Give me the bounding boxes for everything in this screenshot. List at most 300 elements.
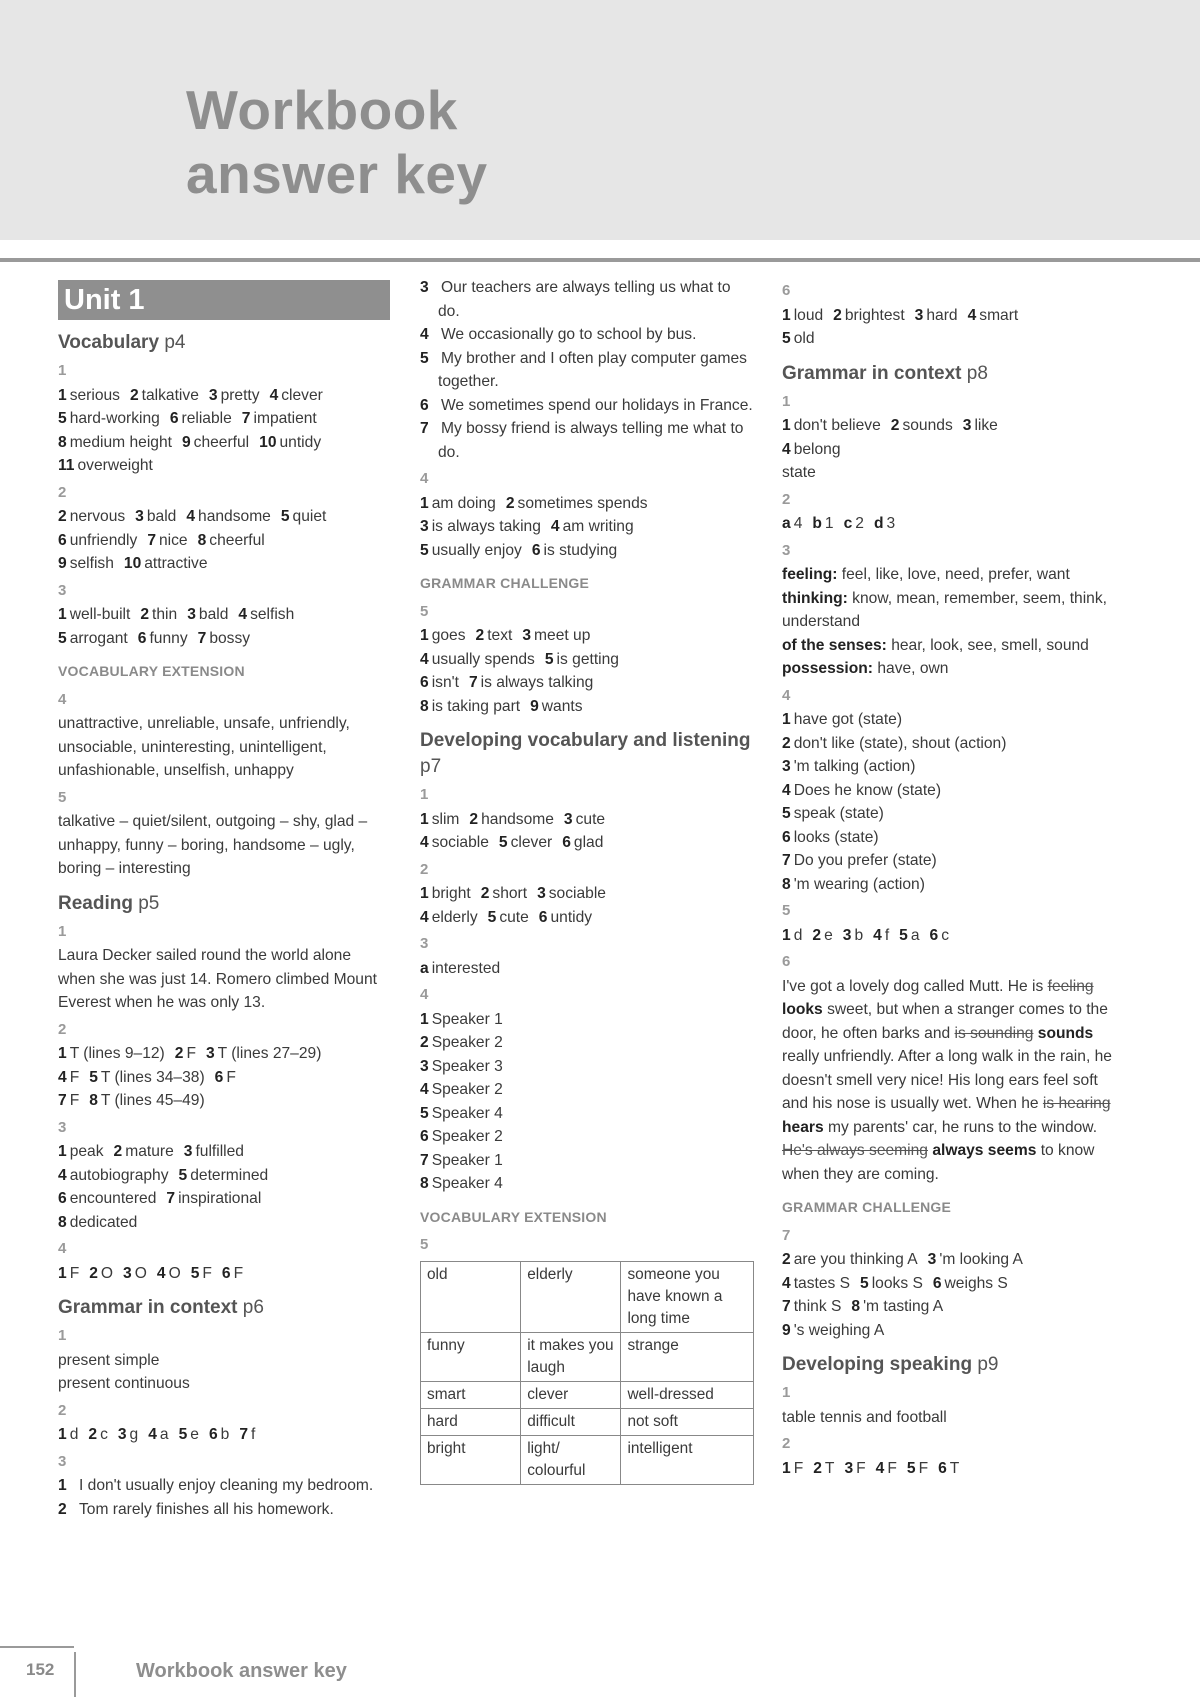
item-number: 2 [89, 1264, 98, 1282]
section-title-grammar: Grammar in context p8 [782, 362, 988, 384]
answer-item [215, 1069, 236, 1086]
answer-item [420, 885, 471, 902]
answer-list [58, 505, 390, 576]
answer-item [873, 927, 889, 944]
item-number: 5 [420, 541, 429, 559]
item-number: 2 [129, 386, 139, 404]
answer-text: Laura Decker sailed round the world alone when she was just 14. Romero climbed Mount Everest when he was only 13. [58, 947, 377, 1011]
item-number: 1 [420, 627, 429, 644]
exercise-number: 2 [58, 483, 67, 501]
answer-item [420, 698, 520, 715]
item-number: 4 [58, 1068, 67, 1086]
item-number: 3 [842, 926, 852, 944]
item-text: T (lines 9–12) [69, 1045, 165, 1062]
item-text: well-built [69, 606, 131, 623]
answer-item [191, 1265, 212, 1282]
answer-item [58, 555, 114, 572]
answer-item [58, 387, 120, 404]
answer-item [874, 515, 895, 532]
answer-line [58, 454, 390, 478]
item-number: 2 [890, 417, 900, 434]
item-number: 3 [205, 1045, 215, 1062]
answer-item [420, 674, 459, 691]
answer-item [198, 630, 250, 647]
item-number: 2 [782, 1251, 791, 1268]
item-number: 5 [487, 908, 497, 926]
item-number: 6 [169, 410, 179, 427]
item-number: 4 [873, 926, 882, 944]
answer-list [420, 882, 756, 929]
item-text: is always taking [431, 518, 541, 535]
item-number: 3 [537, 885, 546, 902]
item-text: clever [281, 386, 323, 404]
answer-line [58, 1042, 390, 1066]
item-number: 11 [58, 457, 75, 474]
item-number: 2 [140, 606, 150, 623]
item-number: 4 [186, 508, 196, 525]
item-number: 6 [782, 828, 791, 846]
item-number: 8 [58, 1213, 67, 1231]
item-text: sometimes spends [517, 494, 648, 512]
answer-item [198, 532, 265, 549]
item-text: c [100, 1426, 108, 1443]
item-text: is taking part [431, 697, 521, 715]
answer-line [420, 1125, 756, 1149]
item-text: Speaker 1 [431, 1151, 503, 1169]
answer-line [420, 1102, 756, 1126]
answer-item [88, 1426, 107, 1443]
answer-item [184, 1143, 244, 1160]
item-number: 7 [468, 674, 478, 691]
answer-list [420, 492, 756, 563]
answer-item [239, 1426, 255, 1443]
answer-item [782, 1298, 841, 1315]
answer-item [782, 852, 937, 869]
item-number: 4 [269, 386, 279, 404]
item-text: T [949, 1459, 960, 1477]
answer-item [58, 434, 172, 451]
item-text: Speaker 3 [431, 1057, 503, 1075]
exercise-number: 2 [58, 1401, 67, 1419]
item-number: 7 [147, 531, 156, 549]
exercise-number: 4 [58, 1240, 67, 1257]
item-number: 1 [58, 1143, 67, 1160]
answer-line [782, 1272, 1122, 1296]
item-number: 1 [420, 494, 429, 512]
table-cell: someone you have known a long time [621, 1261, 754, 1332]
answer-line [420, 1008, 756, 1032]
answer-item [782, 711, 902, 728]
item-text: bald [146, 508, 177, 525]
item-number: 1 [782, 306, 791, 324]
answer-list [58, 1140, 390, 1234]
item-number: 2 [833, 306, 842, 324]
answer-item [545, 651, 619, 668]
item-text: Speaker 4 [431, 1104, 503, 1122]
answer-list [58, 603, 390, 650]
item-number: 5 [782, 330, 791, 347]
item-number: 3 [420, 1057, 429, 1075]
answer-item [782, 441, 841, 458]
item-number: 4 [782, 781, 791, 799]
item-text: encountered [69, 1190, 157, 1207]
item-number: 8 [89, 1092, 98, 1109]
answer-item [833, 307, 905, 324]
item-number: 6 [538, 908, 548, 926]
answer-list [420, 957, 756, 981]
answer-item [532, 542, 617, 559]
item-text: bright [431, 885, 471, 902]
item-text: usually enjoy [431, 541, 522, 559]
item-text: is always talking [480, 674, 594, 691]
item-number: 4 [420, 908, 429, 926]
item-text: f [251, 1426, 256, 1443]
answer-item [539, 909, 592, 926]
table-cell: strange [621, 1332, 754, 1381]
answer-item [915, 307, 958, 324]
item-text: autobiography [69, 1166, 169, 1184]
answer-line [58, 1187, 390, 1211]
item-number: 7 [241, 410, 251, 427]
item-number: 6 [932, 1274, 942, 1292]
item-number: 3 [117, 1426, 127, 1443]
item-number: 4 [967, 306, 977, 324]
item-text: b [220, 1426, 230, 1443]
answer-item [899, 927, 919, 944]
answer-list [782, 414, 1122, 461]
answer-sentence: 2 Tom rarely finishes all his homework. [58, 1500, 334, 1518]
item-text: T (lines 45–49) [100, 1092, 205, 1109]
answer-line [420, 808, 756, 832]
item-number: d [873, 515, 884, 532]
item-text: cute [499, 908, 529, 926]
item-text: a [910, 926, 920, 944]
item-text: quiet [292, 508, 327, 525]
answer-item [420, 1011, 503, 1028]
item-text: d [793, 926, 803, 944]
answer-line [782, 708, 1122, 732]
item-text: 4 [793, 515, 803, 532]
answer-item [58, 1265, 79, 1282]
item-text: nervous [69, 508, 126, 525]
answer-item [259, 434, 321, 451]
table-cell: bright [421, 1435, 521, 1484]
answer-item [135, 508, 176, 525]
item-text: handsome [198, 508, 271, 525]
answer-item [58, 1214, 137, 1231]
answer-text: of the senses: hear, look, see, smell, sound [782, 636, 1089, 654]
unit-heading: Unit 1 [58, 280, 390, 320]
answer-line [782, 1295, 1122, 1319]
answer-line [58, 1140, 390, 1164]
item-number: 3 [563, 810, 573, 828]
item-number: 3 [914, 306, 924, 324]
answer-line [420, 831, 756, 855]
answer-item [476, 627, 513, 644]
answer-line [58, 505, 390, 529]
item-text: e [824, 926, 833, 944]
item-text: talkative [141, 386, 199, 404]
answer-item [118, 1426, 138, 1443]
item-number: 4 [148, 1426, 157, 1443]
item-number: 7 [58, 1092, 67, 1109]
item-number: a [420, 959, 429, 977]
answer-line [420, 1078, 756, 1102]
exercise-number: 3 [58, 581, 67, 599]
item-number: 4 [782, 1274, 791, 1292]
exercise-number: 2 [782, 1435, 791, 1452]
item-text: dedicated [69, 1213, 138, 1231]
item-text: wants [541, 697, 583, 715]
item-number: c [843, 515, 853, 532]
answer-line [420, 1055, 756, 1079]
item-text: 'm tasting A [863, 1298, 944, 1315]
answer-item [420, 1081, 503, 1098]
item-number: 1 [782, 926, 791, 944]
item-text: have got (state) [793, 711, 903, 728]
item-text: Speaker 2 [431, 1081, 503, 1098]
item-text: F [69, 1264, 80, 1282]
answer-list [782, 924, 1122, 948]
answer-line [782, 1319, 1122, 1343]
answer-item [469, 811, 554, 828]
answer-item [281, 508, 327, 525]
section-title-developing-vocabulary: Developing vocabulary and listening p7 [420, 730, 751, 777]
item-number: 5 [906, 1459, 916, 1477]
item-text: interested [431, 959, 501, 977]
item-text: F [69, 1092, 80, 1109]
answer-item [420, 495, 496, 512]
answer-item [420, 1152, 503, 1169]
item-text: impatient [253, 410, 317, 427]
section-title-vocabulary: Vocabulary p4 [58, 332, 186, 353]
item-number: 9 [782, 1321, 791, 1339]
item-number: 6 [929, 926, 939, 944]
answer-line [782, 849, 1122, 873]
exercise-number: 4 [420, 986, 429, 1003]
answer-line [58, 384, 390, 408]
exercise-number: 2 [420, 860, 429, 878]
answer-item [481, 885, 527, 902]
item-number: 6 [58, 1190, 67, 1207]
table-row [421, 1332, 754, 1381]
answer-line [420, 515, 756, 539]
footer-rule [0, 1646, 74, 1648]
answer-line [58, 1423, 390, 1447]
item-text: brightest [844, 306, 905, 324]
item-number: 8 [197, 531, 207, 549]
answer-list [782, 512, 1122, 536]
item-text: nice [159, 531, 188, 549]
answer-item [860, 1275, 923, 1292]
answer-item [148, 1426, 168, 1443]
answer-item [782, 782, 941, 799]
item-text: Speaker 2 [431, 1128, 503, 1145]
item-text: am writing [562, 518, 634, 535]
item-text: T [824, 1459, 835, 1477]
answer-list [782, 304, 1122, 351]
table-row [421, 1261, 754, 1332]
answer-item [844, 1460, 865, 1477]
subsection-title: VOCABULARY EXTENSION [58, 663, 245, 679]
item-text: am doing [431, 494, 496, 512]
answer-list [782, 1457, 1122, 1481]
item-number: 5 [860, 1274, 869, 1292]
answer-line [782, 873, 1122, 897]
item-text: speak (state) [793, 805, 884, 822]
item-text: text [487, 627, 513, 644]
footer [0, 1642, 1200, 1697]
item-number: 6 [420, 1128, 429, 1145]
answer-item [58, 532, 137, 549]
item-number: 1 [782, 417, 791, 434]
answer-item [242, 410, 317, 427]
answer-item [782, 829, 879, 846]
answer-item [907, 1460, 928, 1477]
exercise-number: 5 [58, 788, 67, 806]
item-number: 5 [89, 1068, 98, 1086]
exercise-number: 2 [58, 1020, 67, 1038]
answer-line [420, 671, 756, 695]
answer-line [782, 438, 1122, 462]
exercise-number: 5 [782, 902, 791, 919]
item-text: attractive [144, 555, 208, 572]
answer-line [782, 1248, 1122, 1272]
item-text: a [159, 1426, 169, 1443]
item-number: 7 [166, 1190, 176, 1207]
item-text: determined [190, 1166, 269, 1184]
table-cell: smart [421, 1381, 521, 1408]
item-number: 7 [197, 629, 207, 647]
answer-list [420, 808, 756, 855]
item-number: 7 [420, 1151, 429, 1169]
item-number: 1 [58, 1264, 67, 1282]
item-text: clever [510, 834, 553, 851]
answer-line [420, 1172, 756, 1196]
item-number: 6 [420, 674, 429, 691]
table-cell: intelligent [621, 1435, 754, 1484]
answer-item [551, 518, 634, 535]
answer-item [124, 555, 208, 572]
answer-line [782, 414, 1122, 438]
answer-line [420, 1031, 756, 1055]
item-text: T (lines 27–29) [217, 1045, 322, 1062]
answer-text: state [782, 464, 816, 481]
item-text: inspirational [178, 1190, 262, 1207]
answer-item [968, 307, 1019, 324]
item-text: F [233, 1264, 244, 1282]
exercise-number: 3 [782, 541, 791, 559]
answer-line [782, 327, 1122, 351]
item-number: 2 [813, 1459, 822, 1477]
answer-text: unattractive, unreliable, unsafe, unfriendly, unsociable, uninteresting, unintelligent, unfashionable, unselfish, unhappy [58, 715, 350, 779]
answer-item [420, 1175, 503, 1192]
item-number: 6 [208, 1426, 218, 1443]
item-text: funny [149, 629, 188, 647]
answer-line [420, 906, 756, 930]
item-number: 7 [782, 852, 791, 869]
item-text: isn't [431, 674, 459, 691]
answer-item [876, 1460, 897, 1477]
answer-item [147, 532, 187, 549]
item-number: 3 [208, 386, 218, 404]
item-number: 1 [58, 1045, 67, 1062]
answer-item [58, 1092, 79, 1109]
vocabulary-table [420, 1261, 754, 1485]
item-text: F [918, 1459, 929, 1477]
answer-item [782, 307, 823, 324]
item-number: 3 [187, 606, 196, 623]
item-text: F [69, 1068, 80, 1086]
item-text: serious [69, 386, 120, 404]
exercise-number: 1 [58, 1327, 67, 1344]
table-cell: difficult [521, 1408, 621, 1435]
item-text: selfish [250, 606, 295, 623]
answer-item [175, 1045, 196, 1062]
column-1 [58, 276, 390, 1521]
item-number: 5 [280, 508, 290, 525]
item-number: 2 [58, 508, 67, 525]
answer-item [782, 1460, 803, 1477]
item-text: O [100, 1264, 114, 1282]
exercise-number: 1 [420, 786, 429, 803]
answer-item [782, 1251, 918, 1268]
subsection-title: GRAMMAR CHALLENGE [420, 575, 590, 591]
answer-line [420, 624, 756, 648]
header-band [0, 0, 1200, 240]
item-number: 5 [190, 1264, 200, 1282]
answer-item [123, 1265, 147, 1282]
item-number: 3 [135, 508, 144, 525]
answer-item [891, 417, 953, 434]
item-number: 5 [899, 926, 908, 944]
footer-divider [74, 1652, 76, 1697]
answer-item [420, 542, 522, 559]
item-text: cheerful [209, 531, 265, 549]
answer-item [186, 508, 271, 525]
table-cell: funny [421, 1332, 521, 1381]
answer-text: feeling: feel, like, love, need, prefer, want [782, 566, 1070, 583]
exercise-number: 2 [782, 490, 791, 508]
answer-item [58, 457, 153, 474]
table-row [421, 1408, 754, 1435]
exercise-number: 3 [58, 1118, 67, 1136]
item-text: sociable [548, 885, 606, 902]
item-number: 3 [123, 1264, 132, 1282]
item-text: Speaker 1 [431, 1010, 503, 1028]
answer-item [187, 606, 228, 623]
item-number: 5 [178, 1426, 188, 1443]
answer-item [843, 927, 863, 944]
item-text: loud [793, 306, 824, 324]
item-text: overweight [77, 457, 153, 474]
item-text: bossy [209, 629, 251, 647]
answer-item [58, 1069, 79, 1086]
item-number: 5 [178, 1166, 188, 1184]
item-number: 9 [58, 555, 67, 572]
item-text: 'm wearing (action) [793, 875, 925, 893]
item-text: don't believe [793, 417, 881, 434]
table-cell: elderly [521, 1261, 621, 1332]
item-text: g [129, 1426, 139, 1443]
answer-item [420, 518, 541, 535]
answer-item [58, 1045, 165, 1062]
item-number: 2 [812, 926, 822, 944]
answer-text: thinking: know, mean, remember, seem, think, understand [782, 589, 1107, 630]
item-number: 4 [782, 440, 791, 458]
item-text: 'm looking A [939, 1251, 1023, 1268]
answer-item [209, 387, 260, 404]
